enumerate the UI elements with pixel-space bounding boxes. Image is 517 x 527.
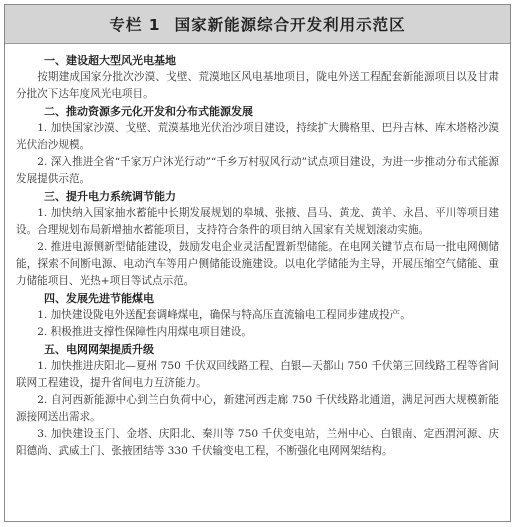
feature-box (4, 4, 511, 522)
section-paragraph: 2. 自河西新能源中心到兰白负荷中心，新建河西走廊 750 千伏线路北通道，满足河西大规模新能源接网送出需求。 (16, 394, 499, 423)
section-paragraph: 1. 加快纳入国家抽水蓄能中长期发展规划的皋城、张掖、昌马、黄龙、黄羊、永昌、平川等项目建设。合理规划布局新增抽水蓄能项目，支持符合条件的项目纳入国家有关规划滚动实施。 (16, 207, 499, 236)
box-title: 国家新能源综合开发利用示范区 (174, 16, 406, 34)
section-heading: 四、发展先进节能煤电 (44, 292, 154, 305)
section-paragraph: 1. 加快推进庆阳北—夏州 750 千伏双回线路工程、白银—天都山 750 千伏第三回线路工程等省间联网工程建设，提升省间电力互济能力。 (16, 360, 499, 389)
section-paragraph: 2. 深入推进全省“千家万户沐光行动”“千乡万村驭风行动”试点项目建设，为进一步推动分布式能源发展提供示范。 (16, 156, 499, 185)
box-header (5, 5, 510, 44)
section-paragraph: 2. 推进电源侧新型储能建设，鼓励发电企业灵活配置新型储能。在电网关键节点布局一批电网侧储能，探索不间断电源、电动汽车等用户侧储能设施建设。以电化学储能为主导，开展压缩空气储能、重力储能项目、光热+项目等试点示范。 (16, 241, 499, 287)
section-heading: 三、提升电力系统调节能力 (44, 190, 176, 203)
section-heading: 五、电网网架提质升级 (44, 343, 154, 356)
section-paragraph: 3. 加快建设玉门、金塔、庆阳北、秦川等 750 千伏变电站，兰州中心、白银南、定西渭河源、庆阳德尚、武威土门、张掖团结等 330 千伏输变电工程，不断强化电网网架结构。 (16, 428, 499, 457)
box-content (5, 44, 510, 460)
box-label: 专栏 1 (109, 16, 161, 34)
section-paragraph: 按期建成国家分批次沙漠、戈壁、荒漠地区风电基地项目，陇电外送工程配套新能源项目以及甘肃分批次下达年度风光电项目。 (16, 71, 499, 100)
section-paragraph: 1. 加快国家沙漠、戈壁、荒漠基地光伏治沙项目建设，持续扩大腾格里、巴丹吉林、库木塔格沙漠光伏治沙规模。 (16, 122, 499, 151)
section-heading: 一、建设超大型风光电基地 (44, 54, 176, 67)
section-paragraph: 2. 积极推进支撑性保障性内用煤电项目建设。 (37, 326, 252, 338)
section-heading: 二、推动资源多元化开发和分布式能源发展 (44, 105, 253, 118)
section-paragraph: 1. 加快建设陇电外送配套调峰煤电，确保与特高压直流输电工程同步建成投产。 (37, 309, 411, 321)
